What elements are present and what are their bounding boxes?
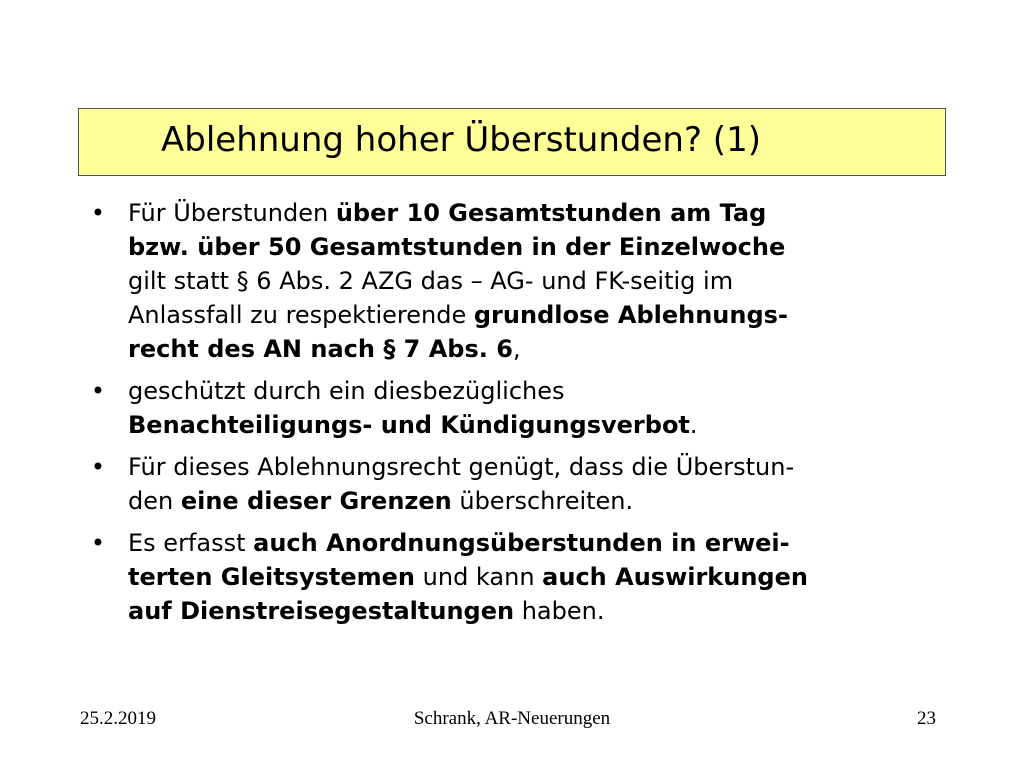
bold-text: auch Auswirkungen [542, 563, 808, 591]
bullet-dot-icon: • [90, 453, 106, 481]
body-text: , [512, 335, 521, 363]
bullet-dot-icon: • [90, 377, 106, 405]
body-text: Für dieses Ablehnungsrecht genügt, dass die Überstun- [128, 453, 795, 481]
title-box [78, 108, 946, 176]
bullet-line [128, 560, 960, 594]
body-text: . [689, 411, 698, 439]
bold-text: bzw. über 50 Gesamtstunden in der Einzelwoche [128, 233, 786, 261]
footer-author: Schrank, AR-Neuerungen [413, 708, 611, 729]
body-text: Anlassfall zu respektierende [128, 301, 474, 329]
body-text: gilt statt § 6 Abs. 2 AZG das – AG- und FK-seitig im [128, 267, 734, 295]
bullet-line [128, 408, 960, 442]
bullet-item [80, 196, 960, 366]
bullet-list [80, 196, 960, 636]
body-text: und kann [415, 563, 543, 591]
page-number: 23 [917, 708, 936, 729]
bold-text: auch Anordnungsüberstunden in erwei- [253, 529, 790, 557]
bullet-line [128, 332, 960, 366]
bullet-dot-icon: • [90, 199, 106, 227]
bold-text: eine dieser Grenzen [180, 487, 452, 515]
bullet-item [80, 526, 960, 628]
bullet-line [128, 264, 960, 298]
bullet-line [128, 298, 960, 332]
bullet-dot-icon: • [90, 529, 106, 557]
body-text: Für Überstunden [128, 199, 336, 227]
bullet-line [128, 374, 960, 408]
bold-text: auf Dienstreisegestaltungen [128, 597, 515, 625]
slide-title: Ablehnung hoher Überstunden? (1) [161, 120, 761, 160]
body-text: geschützt durch ein diesbezügliches [128, 377, 565, 405]
bullet-line [128, 484, 960, 518]
body-text: den [128, 487, 181, 515]
bold-text: recht des AN nach § 7 Abs. 6 [128, 335, 513, 363]
bold-text: grundlose Ablehnungs- [473, 301, 788, 329]
body-text: Es erfasst [128, 529, 254, 557]
body-text: überschreiten. [451, 487, 634, 515]
bullet-line [128, 196, 960, 230]
bullet-line [128, 230, 960, 264]
bold-text: terten Gleitsystemen [128, 563, 416, 591]
bullet-item [80, 450, 960, 518]
body-text: haben. [514, 597, 605, 625]
bold-text: über 10 Gesamtstunden am Tag [335, 199, 767, 227]
bullet-item [80, 374, 960, 442]
bold-text: Benachteiligungs- und Kündigungsverbot [128, 411, 690, 439]
bullet-line [128, 450, 960, 484]
bullet-line [128, 594, 960, 628]
footer-date: 25.2.2019 [80, 708, 156, 729]
bullet-line [128, 526, 960, 560]
